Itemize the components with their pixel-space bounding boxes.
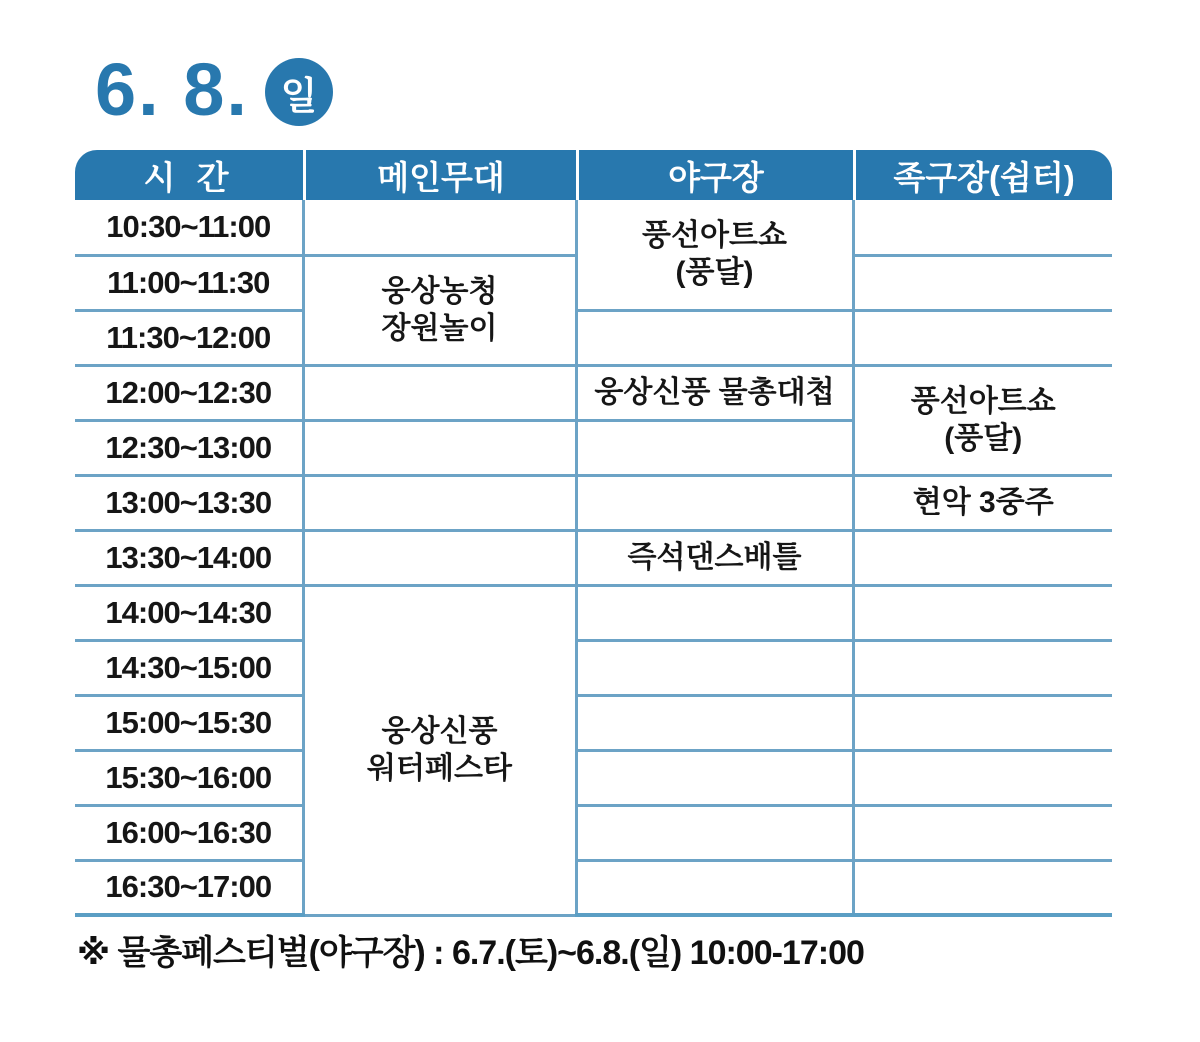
event-label: 풍선아트쇼 [642,218,787,252]
time-slot: 15:00~15:30 [75,695,303,750]
time-slot: 12:00~12:30 [75,365,303,420]
event-label: 웅상농청 [381,274,498,308]
event-dance-battle [576,530,853,585]
header-main-stage: 메인무대 [303,150,576,200]
event-label: 즉석댄스배틀 [627,540,802,574]
time-slot: 14:00~14:30 [75,585,303,640]
schedule-cell-empty [576,640,853,695]
schedule-cell-empty [303,420,576,475]
schedule-cell-empty [576,750,853,805]
table-row [75,750,1112,805]
table-row [75,530,1112,585]
time-slot: 16:30~17:00 [75,860,303,915]
schedule-grid [75,200,1112,917]
header-baseball-field: 야구장 [576,150,853,200]
time-slot: 13:00~13:30 [75,475,303,530]
table-row [75,640,1112,695]
header-time: 시 간 [143,158,235,196]
time-slot: 13:30~14:00 [75,530,303,585]
schedule-cell-empty [576,310,853,365]
time-slot: 15:30~16:00 [75,750,303,805]
schedule-cell-empty [853,255,1112,310]
time-slot: 12:30~13:00 [75,420,303,475]
schedule-cell-empty [576,420,853,475]
schedule-table [75,150,1112,917]
table-row [75,695,1112,750]
table-row [75,200,1112,255]
table-row [75,585,1112,640]
water-gun-festival-note: ※ 물총페스티벌(야구장) : 6.7.(토)~6.8.(일) 10:00-17:00 [77,934,864,972]
schedule-cell-empty [576,585,853,640]
schedule-cell-empty [853,310,1112,365]
schedule-cell-empty [303,530,576,585]
event-farming-play [303,255,576,365]
table-row [75,310,1112,365]
schedule-cell-empty [576,860,853,915]
time-slot: 11:30~12:00 [75,310,303,365]
table-header-row [75,150,1112,200]
table-row [75,805,1112,860]
schedule-cell-empty [853,200,1112,255]
schedule-cell-empty [576,475,853,530]
event-label: 웅상신풍 물총대첩 [594,375,835,409]
event-label: 풍선아트쇼 [910,384,1056,418]
event-label: 웅상신풍 [381,714,498,748]
schedule-cell-empty [576,695,853,750]
event-water-gun-battle [576,365,853,420]
schedule-cell-empty [576,805,853,860]
event-string-trio [853,475,1112,530]
event-label: (풍달) [675,256,754,290]
table-row [75,860,1112,915]
time-slot: 14:30~15:00 [75,640,303,695]
event-label: 워터페스타 [367,752,512,785]
day-of-week-badge: 일 [265,58,333,126]
header-jokgu-court: 족구장(쉼터) [853,150,1112,200]
table-row [75,475,1112,530]
schedule-cell-empty [303,475,576,530]
schedule-cell-empty [853,805,1112,860]
schedule-cell-empty [853,860,1112,915]
schedule-cell-empty [853,585,1112,640]
time-slot: 11:00~11:30 [75,255,303,310]
schedule-cell-empty [303,200,576,255]
event-water-festa [303,585,576,915]
event-label: 현악 3중주 [912,485,1054,519]
schedule-cell-empty [853,695,1112,750]
time-slot: 16:00~16:30 [75,805,303,860]
event-balloon-art-show-jokgu [853,365,1112,475]
schedule-cell-empty [853,640,1112,695]
event-balloon-art-show-baseball [576,200,853,310]
time-slot: 10:30~11:00 [75,200,303,255]
schedule-cell-empty [853,530,1112,585]
schedule-cell-empty [303,365,576,420]
table-row [75,365,1112,420]
schedule-cell-empty [853,750,1112,805]
schedule-date-title [95,42,333,138]
date-text: 6. 8. [95,48,249,131]
event-label: (풍달) [944,422,1023,455]
event-label: 장원놀이 [381,312,498,345]
